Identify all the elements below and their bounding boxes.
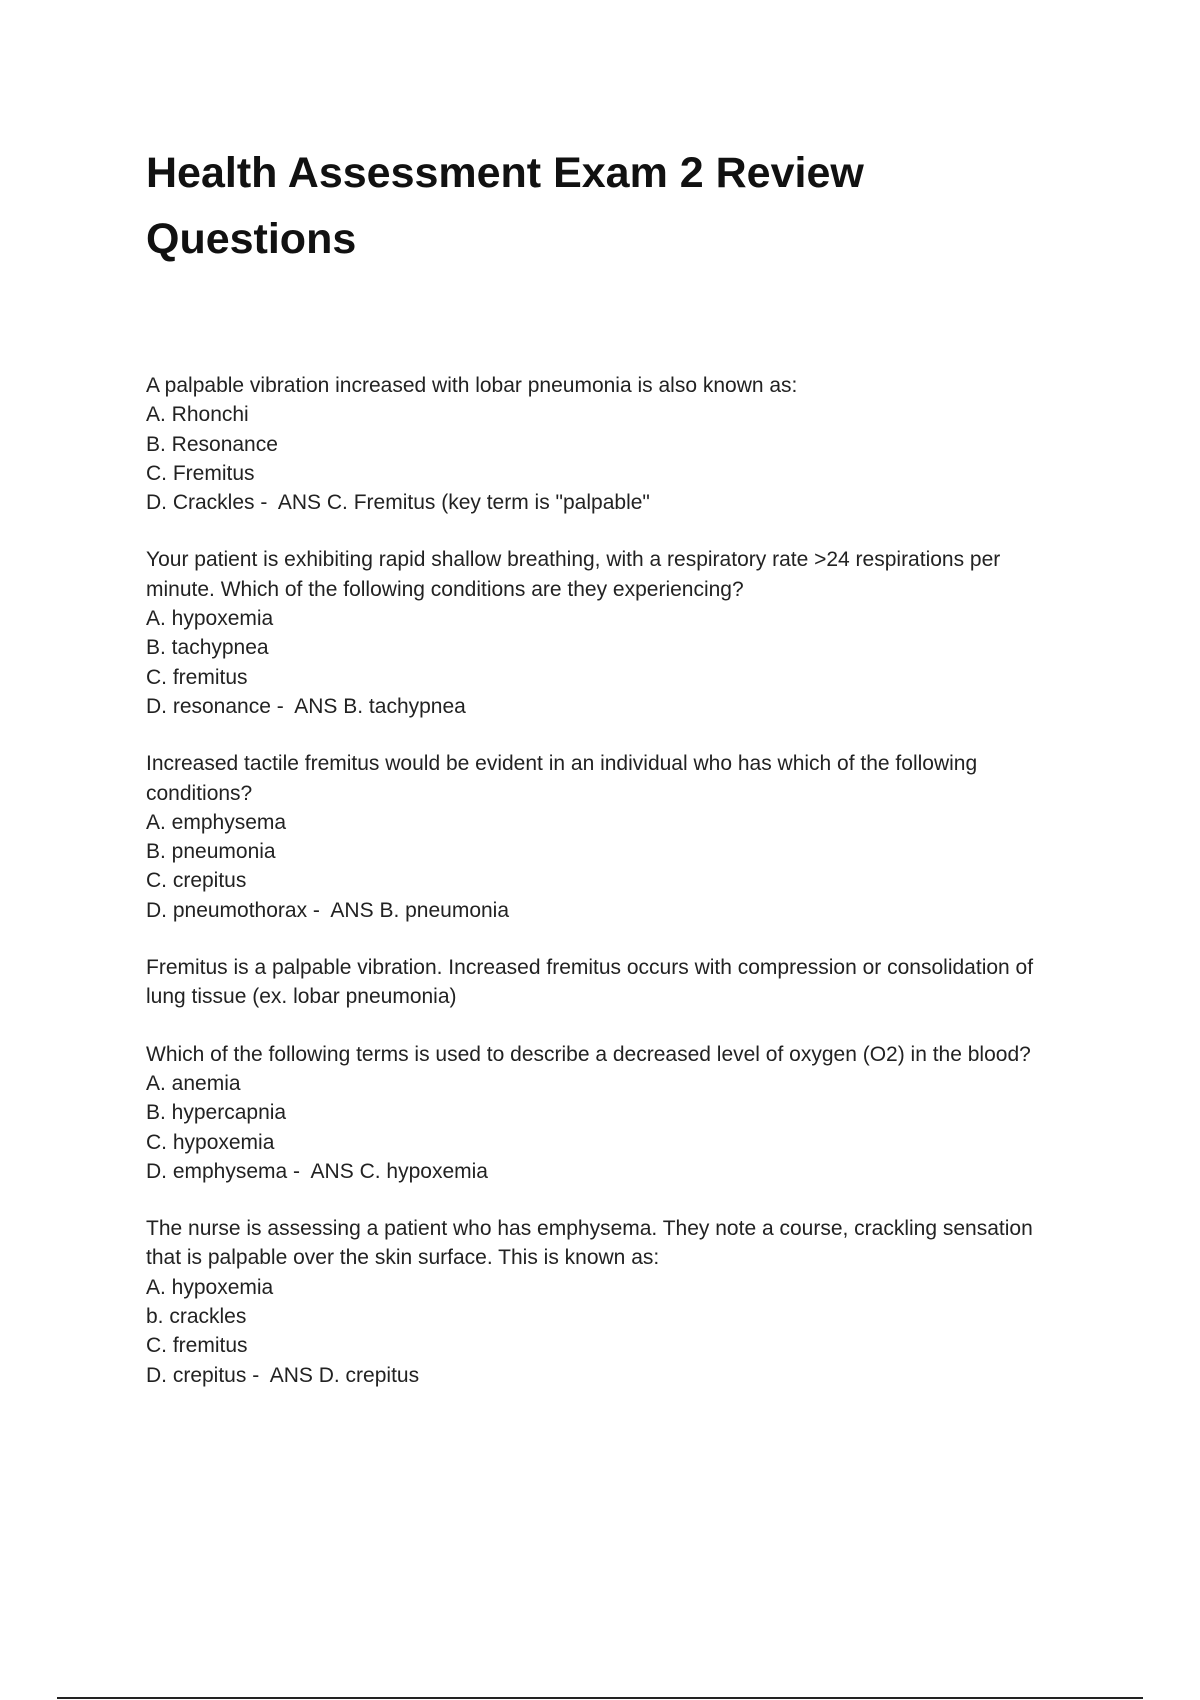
answer-option-with-key: D. crepitus - ANS D. crepitus — [146, 1363, 420, 1387]
page-title — [146, 140, 1046, 272]
answer-option: B. hypercapnia — [146, 1101, 287, 1125]
answer-option: C. fremitus — [146, 665, 248, 689]
answer-option: A. Rhonchi — [146, 403, 249, 427]
answer-option: B. Resonance — [146, 432, 278, 456]
question-block-2 — [146, 545, 1086, 721]
question-text: A palpable vibration increased with lobar pneumonia is also known as: — [146, 374, 798, 397]
answer-option: C. fremitus — [146, 1334, 248, 1358]
answer-option-with-key: D. resonance - ANS B. tachypnea — [146, 694, 466, 718]
answer-option: C. crepitus — [146, 869, 247, 893]
title-line-2: Questions — [146, 215, 357, 263]
question-block-1 — [146, 371, 1086, 517]
question-block-3 — [146, 749, 1086, 925]
answer-option: A. anemia — [146, 1071, 241, 1095]
answer-option: B. tachypnea — [146, 636, 269, 660]
question-block-5 — [146, 1214, 1086, 1390]
explanation-block — [146, 953, 1086, 1012]
answer-option: b. crackles — [146, 1305, 247, 1329]
question-text: that is palpable over the skin surface. This is known as: — [146, 1246, 660, 1270]
answer-option-with-key: D. pneumothorax - ANS B. pneumonia — [146, 898, 510, 922]
explanation-text: Fremitus is a palpable vibration. Increased fremitus occurs with compression or consolidation of — [146, 956, 1034, 980]
answer-option-with-key: D. Crackles - ANS C. Fremitus (key term is "palpable" — [146, 491, 650, 515]
footer-divider — [57, 1697, 1143, 1699]
question-text: conditions? — [146, 781, 253, 805]
explanation-text: lung tissue (ex. lobar pneumonia) — [146, 985, 457, 1009]
title-line-1: Health Assessment Exam 2 Review — [146, 149, 864, 197]
answer-option: A. emphysema — [146, 810, 287, 834]
question-text: Increased tactile fremitus would be evident in an individual who has which of the following — [146, 752, 978, 776]
question-text: The nurse is assessing a patient who has emphysema. They note a course, crackling sensation — [146, 1217, 1033, 1241]
answer-option: B. pneumonia — [146, 840, 276, 864]
answer-option: C. hypoxemia — [146, 1130, 275, 1154]
question-text: Your patient is exhibiting rapid shallow breathing, with a respiratory rate >24 respirations per — [146, 548, 1001, 572]
question-text: minute. Which of the following conditions are they experiencing? — [146, 577, 744, 601]
answer-option: A. hypoxemia — [146, 1275, 274, 1299]
question-text: Which of the following terms is used to describe a decreased level of oxygen (O2) in the blood? — [146, 1042, 1031, 1066]
answer-option: A. hypoxemia — [146, 607, 274, 631]
question-block-4 — [146, 1040, 1086, 1186]
answer-option-with-key: D. emphysema - ANS C. hypoxemia — [146, 1159, 488, 1183]
questions-list — [146, 371, 1086, 1418]
answer-option: C. Fremitus — [146, 461, 255, 485]
